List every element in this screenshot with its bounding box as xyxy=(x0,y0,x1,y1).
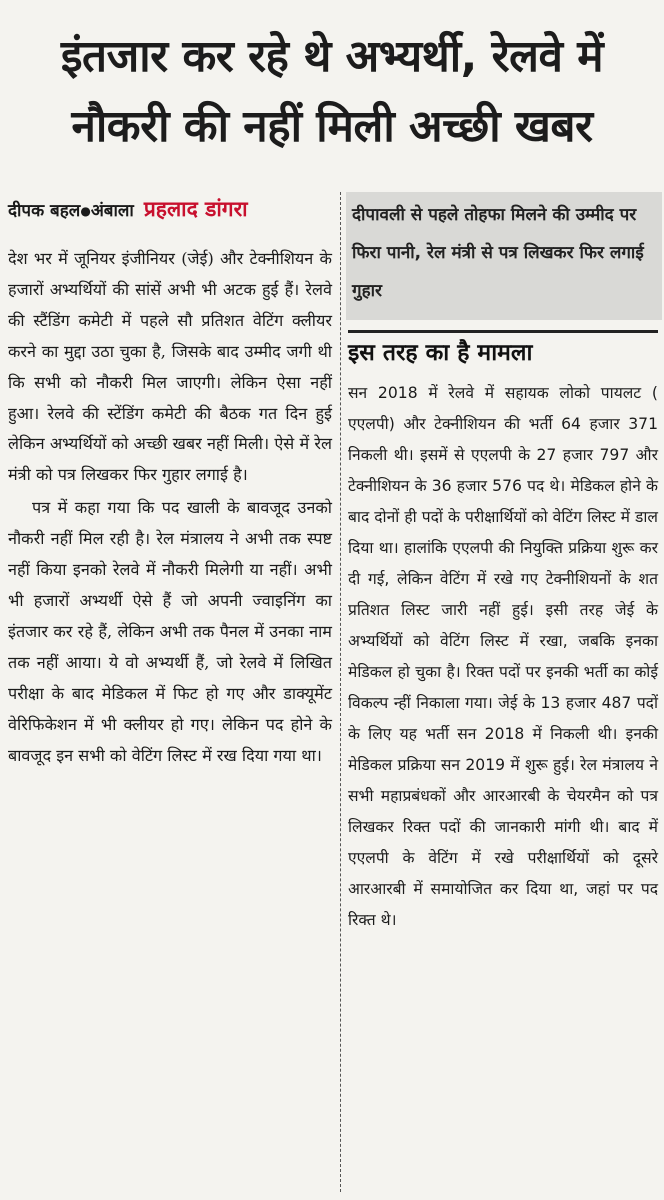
left-paragraph-2: पत्र में कहा गया कि पद खाली के बावजूद उनको नौकरी नहीं मिल रही है। रेल मंत्रालय ने अभी तक स्पष्ट नहीं किया इनको रेलवे में नौकरी मिलेगी या नहीं। अभी भी हजारों अभ्यर्थी ऐसे हैं जो अपनी ज्वाइनिंग का इंतजार कर रहे हैं, लेकिन अभी तक पैनल में उनका नाम तक नहीं आया। ये वो अभ्यर्थी हैं, जो रेलवे में लिखित परीक्षा के बाद मेडिकल में फिट हो गए और डाक्यूमेंट वेरिफिकेशन में भी क्लीयर हो गए। लेकिन पद होने के बावजूद इन सभी को वेटिंग लिस्ट में रख दिया गया था। xyxy=(8,498,332,765)
byline xyxy=(8,198,134,221)
left-column xyxy=(8,244,332,771)
byline-separator: ● xyxy=(80,203,91,218)
headline xyxy=(0,22,664,162)
byline-location: अंबाला xyxy=(90,200,134,221)
subheadline-box: दीपावली से पहले तोहफा मिलने की उम्मीद पर फिरा पानी, रेल मंत्री से पत्र लिखकर फिर लगाई गुहार xyxy=(346,192,662,320)
left-paragraph-1: देश भर में जूनियर इंजीनियर (जेई) और टेक्नीशियन के हजारों अभ्यर्थियों की सांसें अभी भी अटक हुई हैं। रेलवे की स्टैंडिंग कमेटी में पहले सौ प्रतिशत वेटिंग क्लीयर करने का मुद्दा उठा चुका है, जिसके बाद उम्मीद जगी थी कि सभी को नौकरी मिल जाएगी। लेकिन ऐसा नहीं हुआ। रेलवे की स्टेंडिंग कमेटी की बैठक गत दिन हुई लेकिन अभ्यर्थियों को अच्छी खबर नहीं मिली। ऐसे में रेल मंत्री को पत्र लिखकर फिर गुहार लगाई है। xyxy=(8,249,332,485)
right-column xyxy=(348,378,658,936)
byline-author: दीपक बहल xyxy=(8,200,81,221)
section-title: इस तरह का है मामला xyxy=(348,330,658,375)
headline-line-2: नौकरी की नहीं मिली अच्छी खबर xyxy=(71,101,593,152)
reporter-name: प्रहलाद डांगरा xyxy=(143,197,248,221)
column-divider xyxy=(340,192,341,1192)
headline-line-1: इंतजार कर रहे थे अभ्यर्थी, रेलवे में xyxy=(60,31,604,82)
byline-row xyxy=(8,192,338,226)
right-paragraph: सन 2018 में रेलवे में सहायक लोको पायलट ( एएलपी) और टेक्नीशियन की भर्ती 64 हजार 371 निकली थी। इसमें से एएलपी के 27 हजार 797 और टेक्नीशियन के 36 हजार 576 पद थे। मेडिकल होने के बाद दोनों ही पदों के परीक्षार्थियों को वेटिंग लिस्ट में डाल दिया था। हालांकि एएलपी की नियुक्ति प्रक्रिया शुरू कर दी गई, लेकिन वेटिंग में रखे गए टेक्नीशियनों के शत प्रतिशत लिस्ट जारी नहीं हुई। इसी तरह जेई के अभ्यर्थियों को वेटिंग लिस्ट में रखा, जबकि इनका मेडिकल हो चुका है। रिक्त पदों पर इनकी भर्ती का कोई विकल्प न्हीं निकाला गया। जेई के 13 हजार 487 पदों के लिए यह भर्ती सन 2018 में निकली थी। इनकी मेडिकल प्रक्रिया सन 2019 में शुरू हुई। रेल मंत्रालय ने सभी महाप्रबंधकों और आरआरबी के चेयरमैन को पत्र लिखकर रिक्त पदों की जानकारी मांगी थी। बाद में एएलपी के वेटिंग में रखे परीक्षार्थियों को दूसरे आरआरबी में समायोजित कर दिया था, जहां पर पद रिक्त थे। xyxy=(348,384,658,929)
